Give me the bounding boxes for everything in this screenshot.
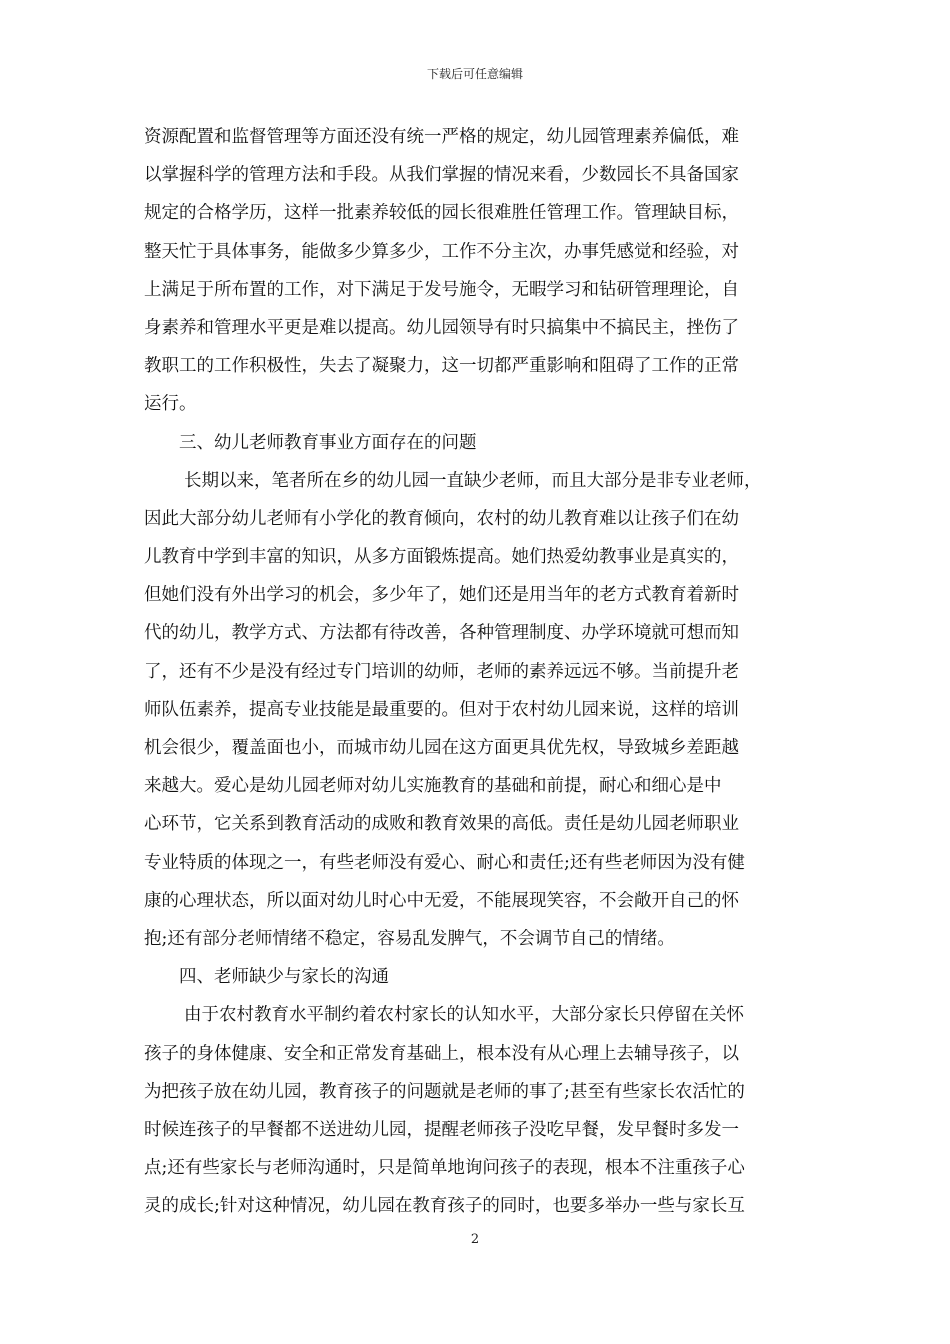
text-line: 因此大部分幼儿老师有小学化的教育倾向，农村的幼儿教育难以让孩子们在幼 <box>144 508 739 529</box>
text-line: 师队伍素养，提高专业技能是最重要的。但对于农村幼儿园来说，这样的培训 <box>144 699 739 720</box>
text-line: 规定的合格学历，这样一批素养较低的园长很难胜任管理工作。管理缺目标， <box>144 203 739 224</box>
text-line: 长期以来，笔者所在乡的幼儿园一直缺少老师，而且大部分是非专业老师， <box>184 470 762 491</box>
section-heading: 四、老师缺少与家长的沟通 <box>179 967 389 988</box>
page-header: 下载后可任意编辑 <box>426 67 523 81</box>
text-line: 但她们没有外出学习的机会，多少年了，她们还是用当年的老方式教育着新时 <box>144 585 739 606</box>
text-line: 身素养和管理水平更是难以提高。幼儿园领导有时只搞集中不搞民主，挫伤了 <box>144 317 739 338</box>
text-line: 来越大。爱心是幼儿园老师对幼儿实施教育的基础和前提，耐心和细心是中 <box>144 776 722 797</box>
section-heading: 三、幼儿老师教育事业方面存在的问题 <box>179 432 477 453</box>
page-number: 2 <box>470 1232 480 1247</box>
text-line: 专业特质的体现之一，有些老师没有爱心、耐心和责任;还有些老师因为没有健 <box>144 852 745 873</box>
text-line: 灵的成长;针对这种情况，幼儿园在教育孩子的同时，也要多举办一些与家长互 <box>144 1196 745 1217</box>
text-line: 由于农村教育水平制约着农村家长的认知水平，大部分家长只停留在关怀 <box>184 1005 744 1026</box>
text-line: 时候连孩子的早餐都不送进幼儿园，提醒老师孩子没吃早餐，发早餐时多发一 <box>144 1119 739 1140</box>
text-line: 了，还有不少是没有经过专门培训的幼师，老师的素养远远不够。当前提升老 <box>144 661 739 682</box>
text-line: 儿教育中学到丰富的知识，从多方面锻炼提高。她们热爱幼教事业是真实的， <box>144 547 739 568</box>
text-line: 代的幼儿，教学方式、方法都有待改善，各种管理制度、办学环境就可想而知 <box>144 623 739 644</box>
text-line: 以掌握科学的管理方法和手段。从我们掌握的情况来看，少数园长不具备国家 <box>144 165 739 186</box>
text-line: 机会很少，覆盖面也小，而城市幼儿园在这方面更具优先权，导致城乡差距越 <box>144 738 739 758</box>
text-line: 资源配置和监督管理等方面还没有统一严格的规定，幼儿园管理素养偏低，难 <box>144 127 739 147</box>
text-line: 整天忙于具体事务，能做多少算多少，工作不分主次，办事凭感觉和经验，对 <box>144 241 739 262</box>
text-line: 上满足于所布置的工作，对下满足于发号施令，无暇学习和钻研管理理论，自 <box>144 279 739 300</box>
text-line: 点;还有些家长与老师沟通时，只是简单地询问孩子的表现，根本不注重孩子心 <box>144 1158 745 1179</box>
text-line: 康的心理状态，所以面对幼儿时心中无爱，不能展现笑容，不会敞开自己的怀 <box>144 890 739 911</box>
text-line: 心环节，它关系到教育活动的成败和教育效果的高低。责任是幼儿园老师职业 <box>144 814 739 835</box>
text-line: 为把孩子放在幼儿园，教育孩子的问题就是老师的事了;甚至有些家长农活忙的 <box>144 1081 745 1102</box>
text-line: 运行。 <box>144 394 197 415</box>
text-line: 孩子的身体健康、安全和正常发育基础上，根本没有从心理上去辅导孩子，以 <box>144 1043 739 1064</box>
text-line: 教职工的工作积极性，失去了凝聚力，这一切都严重影响和阻碍了工作的正常 <box>144 356 739 377</box>
document-body <box>144 118 814 1225</box>
text-line: 抱;还有部分老师情绪不稳定，容易乱发脾气，不会调节自己的情绪。 <box>144 928 675 949</box>
